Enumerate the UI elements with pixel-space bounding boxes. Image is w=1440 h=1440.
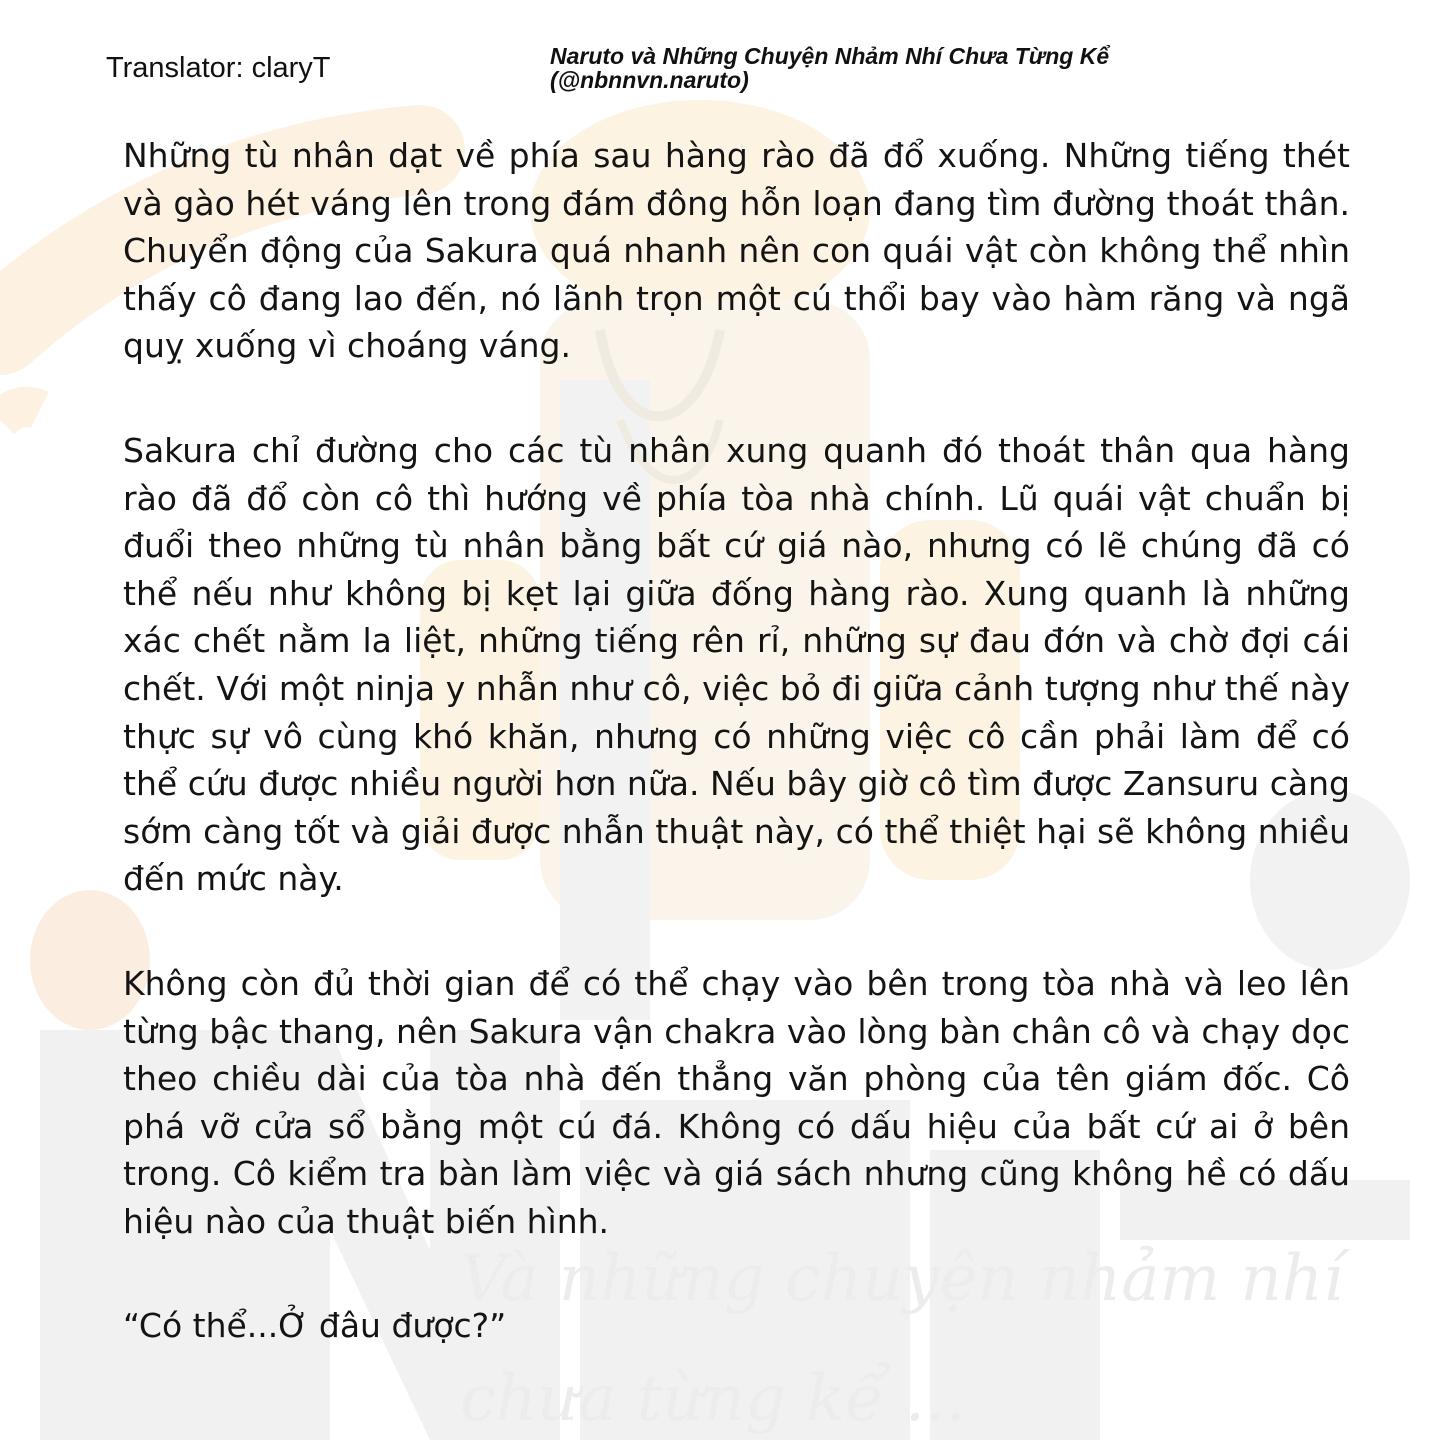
paragraph-2: Sakura chỉ đường cho các tù nhân xung quanh đó thoát thân qua hàng rào đã đổ còn cô thì hướng về phía tòa nhà chính. Lũ quái vật chuẩn bị đuổi theo những tù nhân bằng bất cứ giá nào, nhưng có lẽ chúng đã có thể nếu như không bị kẹt lại giữa đống hàng rào. Xung quanh là những xác chết nằm la liệt, những tiếng rên rỉ, những sự đau đớn và chờ đợi cái chết. Với một ninja y nhẫn như cô, việc bỏ đi giữa cảnh tượng như thế này thực sự vô cùng khó khăn, nhưng có những việc cô cần phải làm để có thể cứu được nhiều người hơn nữa. Nếu bây giờ cô tìm được Zansuru càng sớm càng tốt và giải được nhẫn thuật này, có thể thiệt hại sẽ không nhiều đến mức này. — [123, 430, 1350, 899]
story-text — [123, 132, 1350, 1350]
source-credit — [550, 44, 1270, 92]
paragraph-4-dialogue: “Có thể...Ở đâu được?” — [123, 1306, 507, 1346]
paragraph-3: Không còn đủ thời gian để có thể chạy vào bên trong tòa nhà và leo lên từng bậc thang, nên Sakura vận chakra vào lòng bàn chân cô và chạy dọc theo chiều dài của tòa nhà đến thẳng văn phòng của tên giám đốc. Cô phá vỡ cửa sổ bằng một cú đá. Không có dấu hiệu của bất cứ ai ở bên trong. Cô kiểm tra bàn làm việc và giá sách nhưng cũng không hề có dấu hiệu nào của thuật biến hình. — [123, 963, 1350, 1241]
watermark-script-line2: chưa từng kể ... — [460, 1362, 966, 1436]
source-title: Naruto và Những Chuyện Nhảm Nhí Chưa Từng Kể — [550, 43, 1110, 69]
translator-credit: Translator: claryT — [106, 52, 331, 84]
source-handle: (@nbnnvn.naruto) — [550, 67, 749, 93]
paragraph-1: Những tù nhân dạt về phía sau hàng rào đã đổ xuống. Những tiếng thét và gào hét váng lên trong đám đông hỗn loạn đang tìm đường thoát thân. Chuyển động của Sakura quá nhanh nên con quái vật còn không thể nhìn thấy cô đang lao đến, nó lãnh trọn một cú thổi bay vào hàm răng và ngã quỵ xuống vì choáng váng. — [123, 136, 1350, 366]
watermark-script-line1: Và những chuyện nhảm nhí — [460, 1242, 1344, 1316]
